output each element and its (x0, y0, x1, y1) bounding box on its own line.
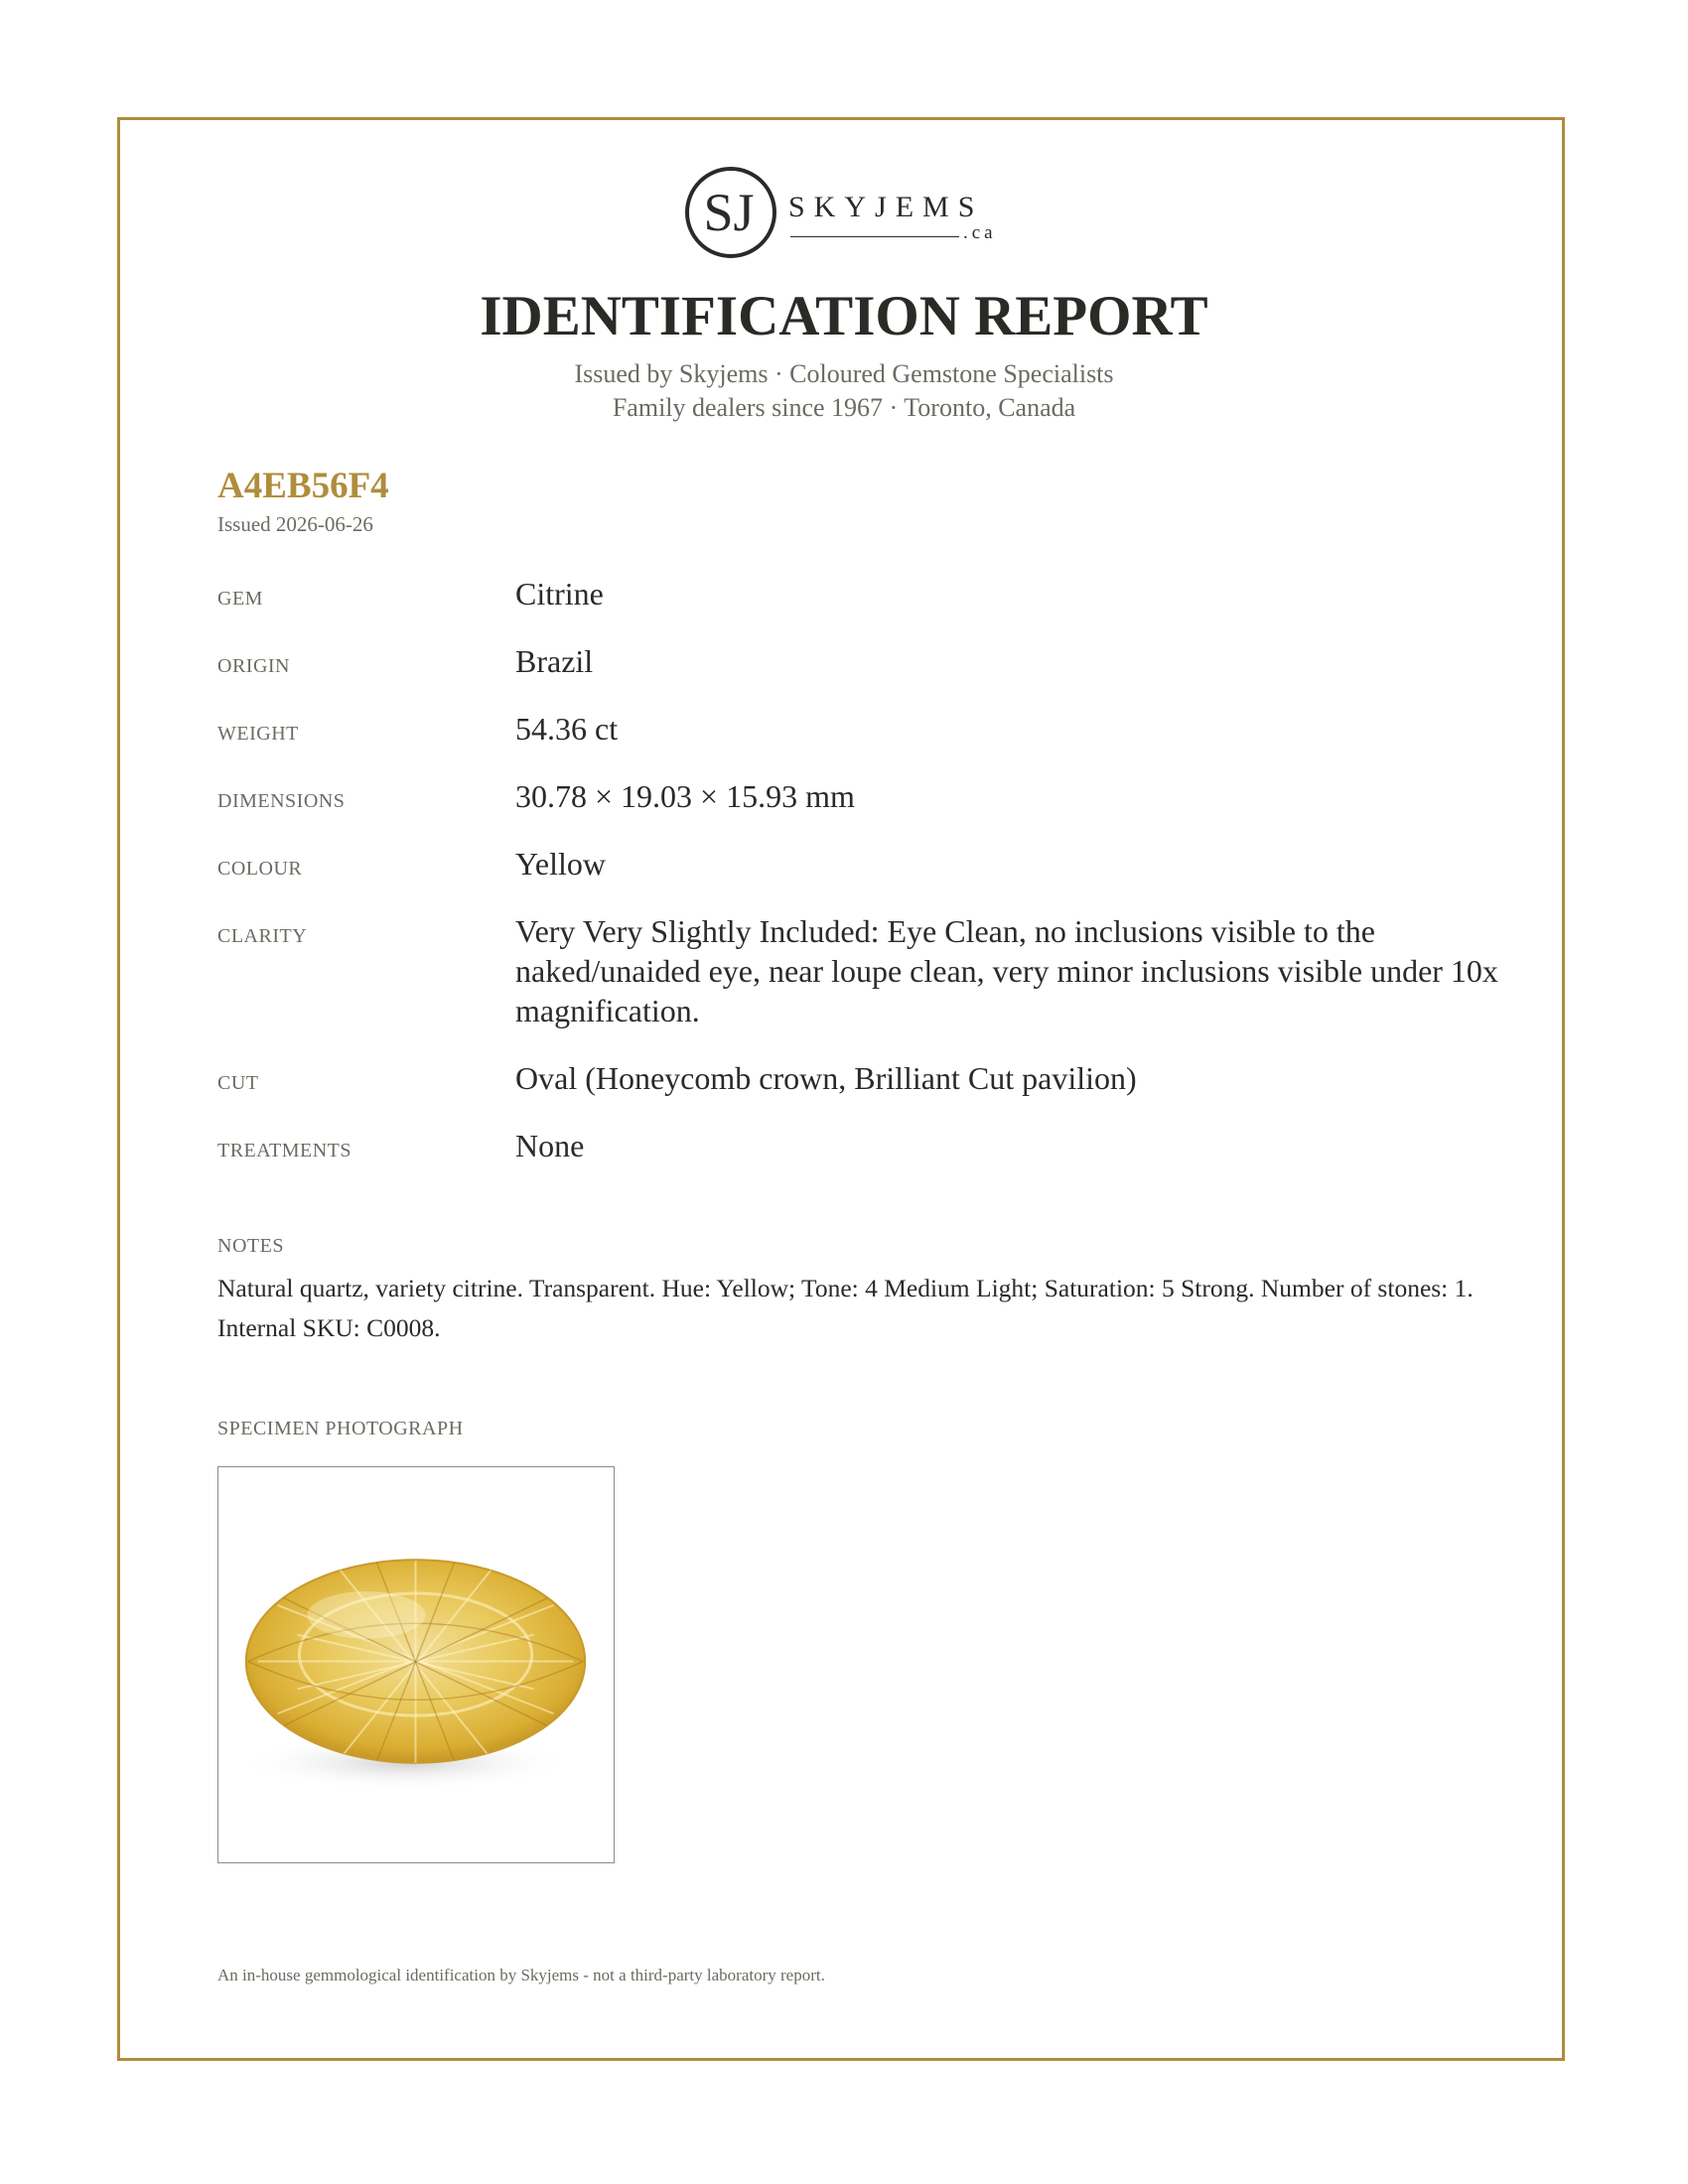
svg-text:SJ: SJ (703, 183, 755, 242)
origin-value: Brazil (515, 643, 594, 679)
report-id: A4EB56F4 (217, 466, 389, 506)
dimensions-label: DIMENSIONS (217, 790, 346, 812)
photo-label: SPECIMEN PHOTOGRAPH (217, 1418, 464, 1439)
brand-divider (790, 236, 959, 237)
footer-disclaimer: An in-house gemmological identification by Skyjems - not a third-party laboratory report. (217, 1966, 825, 1984)
sj-monogram-icon (683, 165, 778, 260)
gem-label: GEM (217, 588, 263, 610)
specimen-photograph (217, 1466, 615, 1863)
report-title: IDENTIFICATION REPORT (480, 285, 1208, 347)
origin-label: ORIGIN (217, 655, 290, 677)
clarity-value: Very Very Slightly Included: Eye Clean, no inclusions visible to the naked/unaided eye, near loupe clean, very minor inclusions visible under 10x magnification. (515, 913, 1498, 1028)
dimensions-value: 30.78 × 19.03 × 15.93 mm (515, 778, 855, 814)
weight-label: WEIGHT (217, 723, 299, 745)
cut-value: Oval (Honeycomb crown, Brilliant Cut pavilion) (515, 1060, 1137, 1096)
colour-value: Yellow (515, 846, 606, 882)
notes-label: NOTES (217, 1235, 284, 1257)
cut-label: CUT (217, 1072, 259, 1094)
colour-label: COLOUR (217, 858, 303, 880)
issuer-line: Issued by Skyjems · Coloured Gemstone Specialists (574, 359, 1114, 388)
brand-name: SKYJEMS (788, 191, 984, 223)
dealer-line: Family dealers since 1967 · Toronto, Canada (612, 393, 1076, 422)
weight-value: 54.36 ct (515, 711, 619, 747)
clarity-label: CLARITY (217, 925, 308, 947)
skyjems-logo (683, 165, 1011, 262)
notes-text: Natural quartz, variety citrine. Transparent. Hue: Yellow; Tone: 4 Medium Light; Saturation: 5 Strong. Number of stones: 1. Internal SKU: C0008. (217, 1274, 1474, 1342)
treatments-value: None (515, 1128, 585, 1163)
brand-domain: .ca (963, 222, 997, 243)
citrine-gem-image (218, 1467, 613, 1861)
treatments-label: TREATMENTS (217, 1140, 352, 1161)
issue-date: Issued 2026-06-26 (217, 512, 373, 536)
gem-value: Citrine (515, 576, 604, 612)
